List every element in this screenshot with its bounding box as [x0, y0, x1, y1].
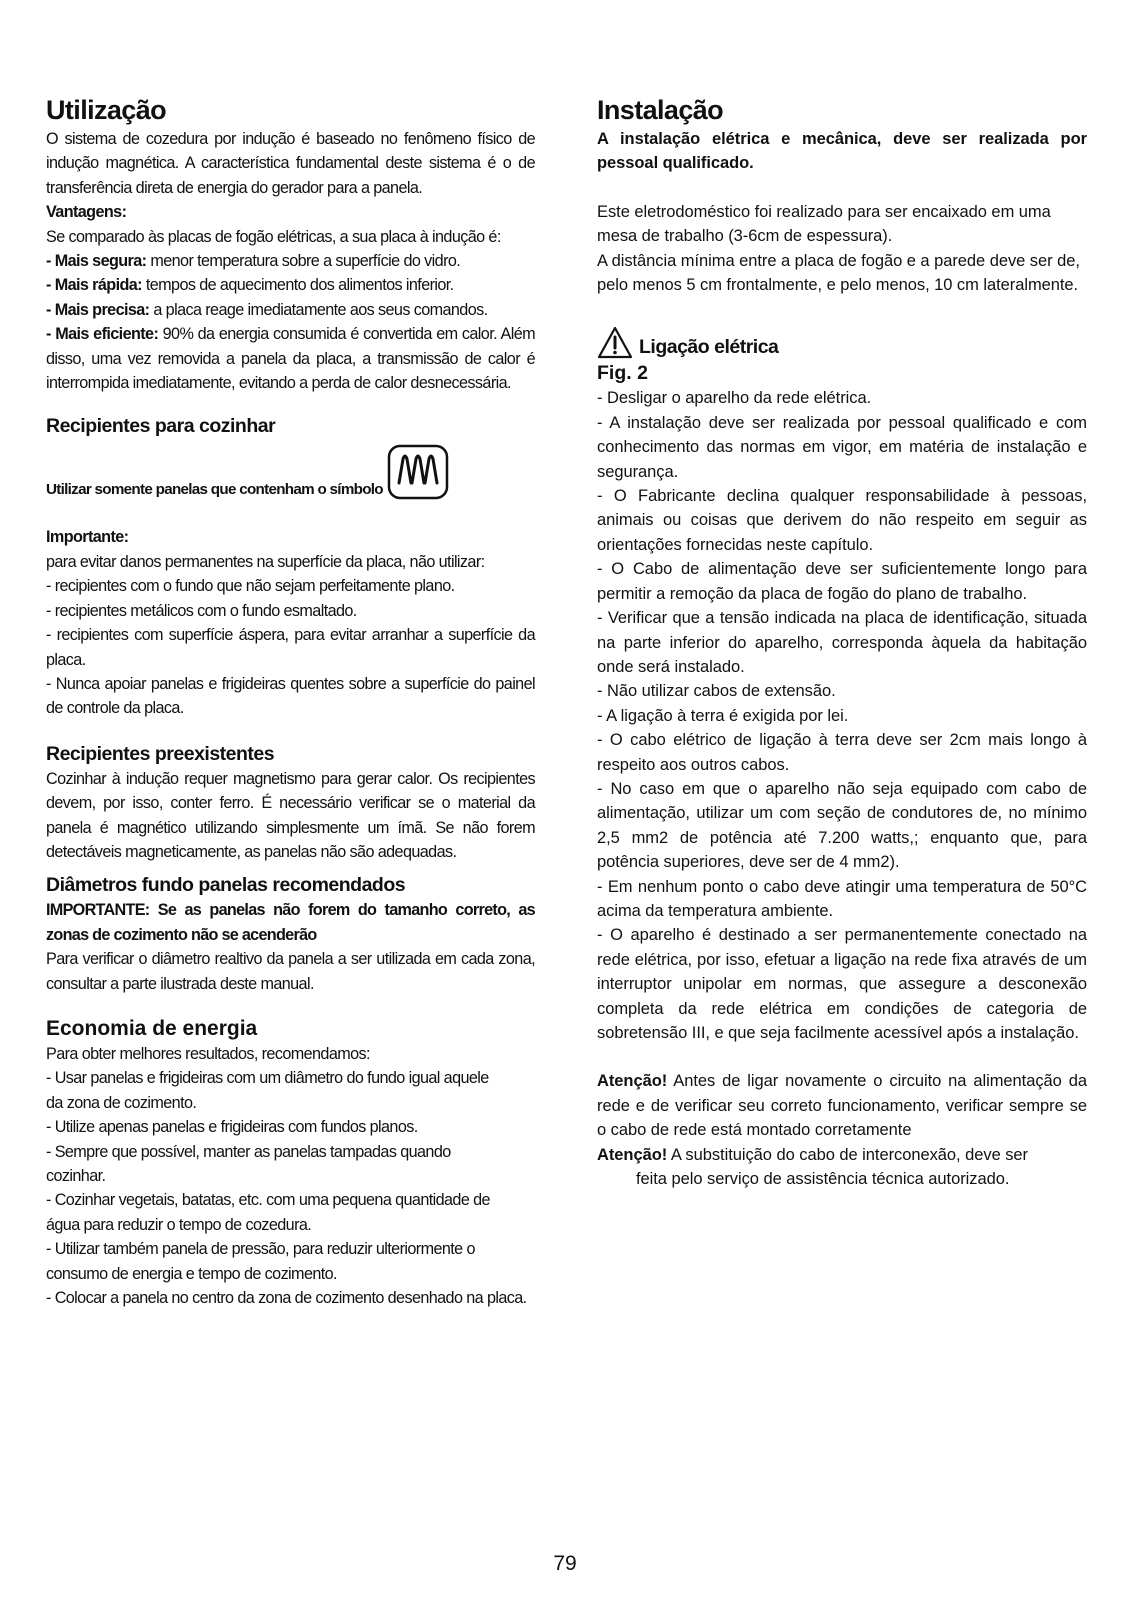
list-item: - Utilizar também panela de pressão, para reduzir ulteriormente o consumo de energia e tempo de cozimento. — [46, 1240, 475, 1283]
list-item: - A ligação à terra é exigida por lei. — [597, 706, 849, 725]
list-item: - recipientes com o fundo que não sejam perfeitamente plano. — [46, 577, 455, 596]
list-item: - Nunca apoiar panelas e frigideiras quentes sobre a superfície do painel de controle da placa. — [46, 674, 535, 718]
list-item: - O Cabo de alimentação deve ser suficientemente longo para permitir a remoção da placa de fogão do plano de trabalho. — [597, 560, 1087, 603]
diametros-text: Para verificar o diâmetro realtivo da panela a ser utilizada em cada zona, consultar a parte ilustrada deste manual. — [46, 950, 535, 993]
list-item: - Não utilizar cabos de extensão. — [597, 682, 836, 701]
left-column — [46, 93, 535, 1310]
list-item: - O Fabricante declina qualquer responsabilidade à pessoas, animais ou coisas que derivem do não respeito em seguir as orientações fornecidas neste capítulo. — [597, 487, 1087, 554]
list-item: - Verificar que a tensão indicada na placa de identificação, situada na parte inferior do aparelho, corresponda àquela da habitação onde será instalado. — [597, 609, 1087, 676]
instalacao-para2: A distância mínima entre a placa de fogão e a parede deve ser de, pelo menos 5 cm frontalmente, e pelo menos, 10 cm lateralmente. — [597, 251, 1080, 295]
induction-symbol-row — [46, 443, 535, 501]
list-item: - O cabo elétrico de ligação à terra deve ser 2cm mais longo à respeito aos outros cabos. — [597, 731, 1087, 774]
right-column — [597, 93, 1087, 1191]
ligacao-heading: Ligação elétrica — [639, 336, 779, 359]
importante-intro: para evitar danos permanentes na superfície da placa, não utilizar: — [46, 552, 485, 571]
list-item: - Usar panelas e frigideiras com um diâmetro do fundo igual aquele da zona de cozimento. — [46, 1069, 489, 1112]
economia-heading: Economia de energia — [46, 1016, 258, 1040]
list-item: - Desligar o aparelho da rede elétrica. — [597, 389, 872, 408]
list-item: - A instalação deve ser realizada por pessoal qualificado e com conhecimento das normas em vigor, em matéria de instalação e segurança. — [597, 413, 1087, 481]
page-number: 79 — [553, 1552, 577, 1575]
vantagens-label: Vantagens: — [46, 203, 127, 222]
symbol-text: Utilizar somente panelas que contenham o símbolo — [46, 481, 383, 499]
diametros-heading: Diâmetros fundo panelas recomendados — [46, 874, 406, 897]
list-item: - Utilize apenas panelas e frigideiras com fundos planos. — [46, 1118, 418, 1137]
advantage-item: - Mais rápida: tempos de aquecimento dos alimentos inferior. — [46, 276, 454, 295]
warning-icon — [597, 326, 633, 360]
instalacao-para1: Este eletrodoméstico foi realizado para ser encaixado em uma mesa de trabalho (3-6cm de espessura). — [597, 202, 1051, 246]
preexistentes-text: Cozinhar à indução requer magnetismo para gerar calor. Os recipientes devem, por isso, conter ferro. É necessário verificar se o material da panela é magnético utilizando simplesmente um ímã. Se não forem detectáveis magneticamente, as panelas não são adequadas. — [46, 769, 535, 861]
list-item: - O aparelho é destinado a ser permanentemente conectado na rede elétrica, por isso, efetuar a ligação na rede fixa através de um interruptor unipolar em normas, que assegure a desconexão completa da rede elétrica em condições de categoria de sobretensão III, e que seja facilmente acessível após a instalação. — [597, 926, 1087, 1042]
list-item: - Sempre que possível, manter as panelas tampadas quando cozinhar. — [46, 1142, 451, 1185]
advantage-item: - Mais eficiente: 90% da energia consumida é convertida em calor. Além disso, uma vez removida a panela da placa, a transmissão de calor é interrompida imediatamente, evitando a perda de calor desnecessária. — [46, 325, 535, 393]
fig-label: Fig. 2 — [597, 362, 648, 385]
atencao-note-2: Atenção! A substituição do cabo de interconexão, deve ser — [597, 1145, 1028, 1164]
advantage-item: - Mais segura: menor temperatura sobre a superfície do vidro. — [46, 252, 461, 271]
diametros-warning: IMPORTANTE: Se as panelas não forem do tamanho correto, as zonas de cozimento não se acenderão — [46, 901, 535, 944]
list-item: - Cozinhar vegetais, batatas, etc. com uma pequena quantidade de água para reduzir o tempo de cozedura. — [46, 1191, 490, 1234]
instalacao-title: Instalação — [597, 95, 724, 125]
instalacao-bold-intro: A instalação elétrica e mecânica, deve ser realizada por pessoal qualificado. — [597, 130, 1087, 173]
list-item: - Em nenhum ponto o cabo deve atingir uma temperatura de 50°C acima da temperatura ambiente. — [597, 877, 1087, 920]
utilizacao-title: Utilização — [46, 95, 167, 125]
atencao-note-1: Atenção! Antes de ligar novamente o circuito na alimentação da rede e de verificar seu correto funcionamento, verificar sempre se o cabo de rede está montado corretamente — [597, 1072, 1087, 1140]
list-item: - recipientes com superfície áspera, para evitar arranhar a superfície da placa. — [46, 626, 535, 669]
advantage-item: - Mais precisa: a placa reage imediatamente aos seus comandos. — [46, 300, 488, 319]
recipientes-heading: Recipientes para cozinhar — [46, 415, 276, 438]
ligacao-heading-row — [597, 326, 1087, 360]
utilizacao-intro: O sistema de cozedura por indução é baseado no fenômeno físico de indução magnética. A característica fundamental deste sistema é o de transferência direta de energia do gerador para a panela. — [46, 130, 535, 197]
economia-intro: Para obter melhores resultados, recomendamos: — [46, 1044, 370, 1063]
induction-coil-icon — [385, 443, 451, 501]
vantagens-intro: Se comparado às placas de fogão elétricas, a sua placa à indução é: — [46, 227, 501, 246]
importante-label: Importante: — [46, 528, 129, 547]
list-item: - Colocar a panela no centro da zona de cozimento desenhado na placa. — [46, 1289, 527, 1308]
list-item: - No caso em que o aparelho não seja equipado com cabo de alimentação, utilizar um com seção de condutores de, no mínimo 2,5 mm2 de potência até 7.200 watts,; enquanto que, para potência superiores, deve ser de 4 mm2). — [597, 779, 1087, 872]
atencao-note-2-continued: feita pelo serviço de assistência técnica autorizado. — [636, 1170, 1010, 1189]
list-item: - recipientes metálicos com o fundo esmaltado. — [46, 601, 357, 620]
preexistentes-heading: Recipientes preexistentes — [46, 742, 275, 765]
